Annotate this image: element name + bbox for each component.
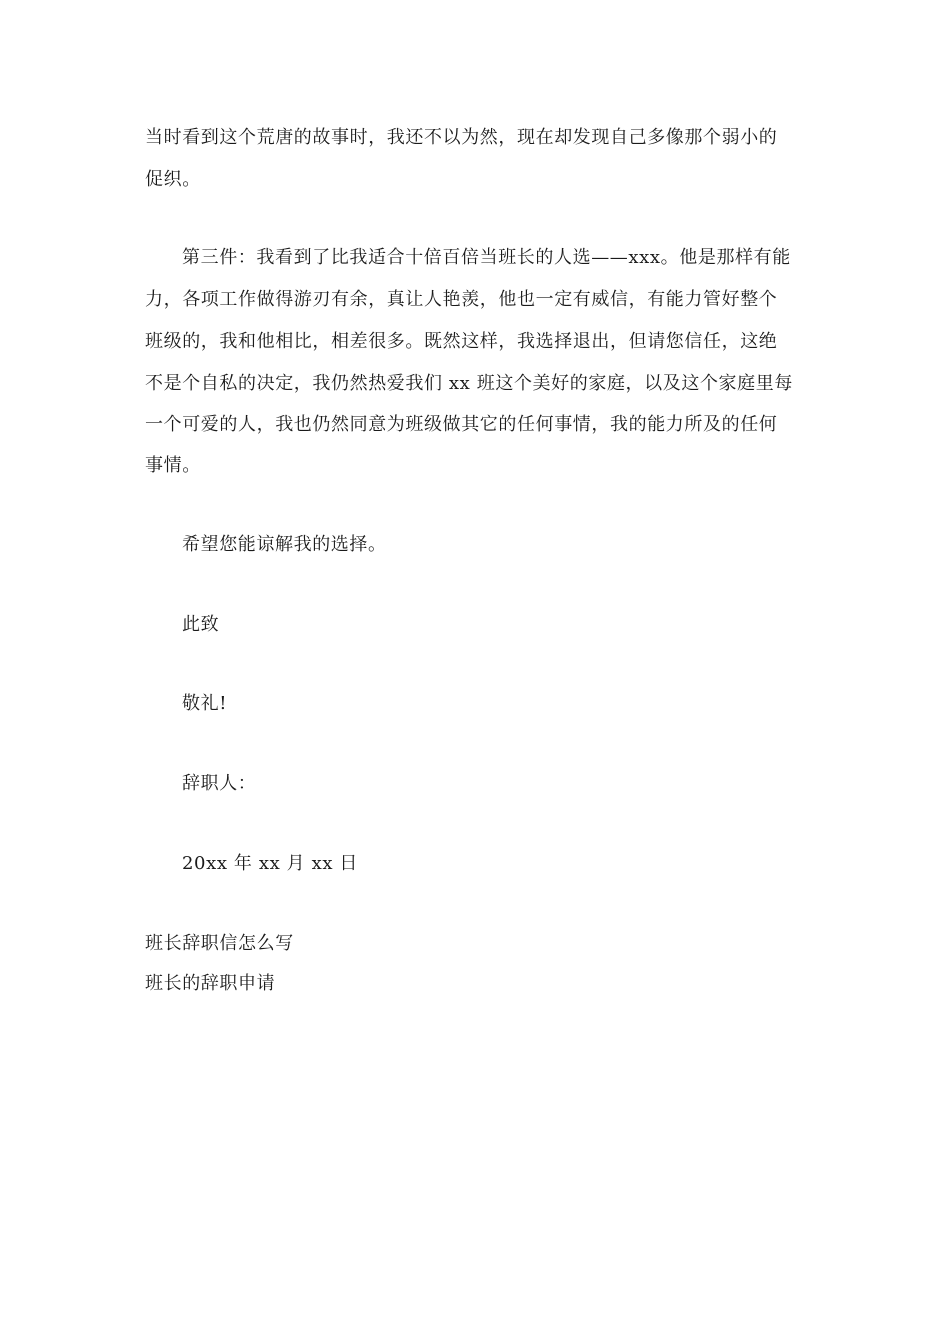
closing-salutation-2: 敬礼! bbox=[182, 693, 228, 714]
paragraph-2-line-4: 不是个自私的决定，我仍然热爱我们 xx 班这个美好的家庭，以及这个家庭里每 bbox=[145, 373, 793, 394]
signer-label: 辞职人： bbox=[182, 773, 257, 794]
paragraph-1-line-2: 促织。 bbox=[145, 169, 201, 190]
closing-hope: 希望您能谅解我的选择。 bbox=[182, 534, 387, 555]
closing-salutation-1: 此致 bbox=[182, 614, 220, 635]
paragraph-2-line-3: 班级的，我和他相比，相差很多。既然这样，我选择退出，但请您信任，这绝 bbox=[145, 331, 778, 352]
paragraph-1-line-1: 当时看到这个荒唐的故事时，我还不以为然，现在却发现自己多像那个弱小的 bbox=[145, 127, 778, 148]
paragraph-2-line-2: 力，各项工作做得游刃有余，真让人艳羡，他也一定有威信，有能力管好整个 bbox=[145, 289, 778, 310]
letter-date: 20xx 年 xx 月 xx 日 bbox=[182, 853, 359, 874]
paragraph-2-line-5: 一个可爱的人，我也仍然同意为班级做其它的任何事情，我的能力所及的任何 bbox=[145, 414, 778, 435]
paragraph-2-line-6: 事情。 bbox=[145, 455, 201, 476]
related-link-2[interactable]: 班长的辞职申请 bbox=[145, 973, 276, 994]
paragraph-2-line-1: 第三件：我看到了比我适合十倍百倍当班长的人选——xxx。他是那样有能 bbox=[182, 247, 791, 268]
related-link-1[interactable]: 班长辞职信怎么写 bbox=[145, 933, 294, 954]
